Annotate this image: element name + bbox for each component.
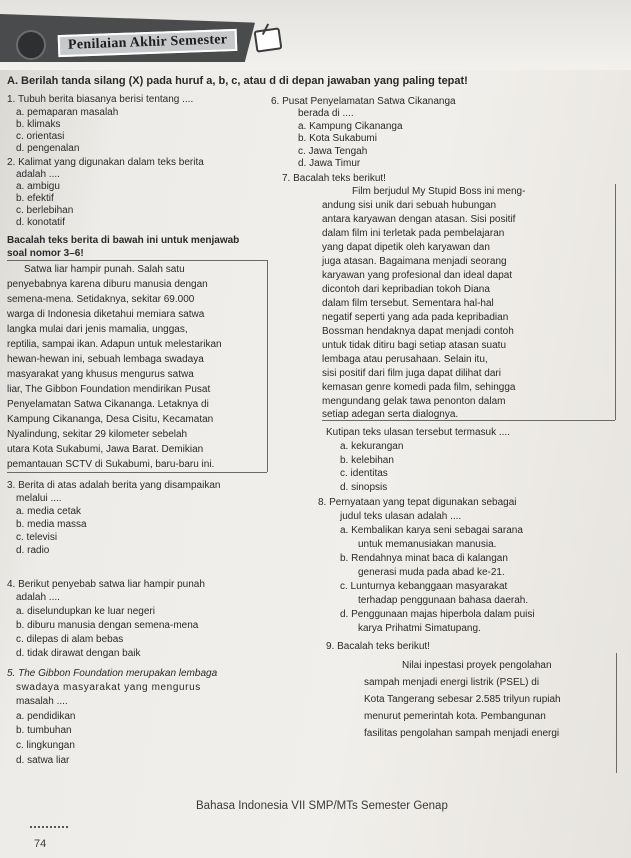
review-line: Film berjudul My Stupid Boss ini meng- [352,186,526,197]
passage-line: Kampung Cikananga, Desa Cisitu, Kecamatan [7,414,214,425]
q8-stem-line2: judul teks ulasan adalah .... [340,511,462,522]
passage-line: utara Kota Sukabumi, Jawa Barat. Demikian [7,444,204,455]
review-line: yang dapat dipetik oleh karyawan dan [322,242,490,253]
q1-option-d[interactable]: d. pengenalan [16,143,80,154]
q3-stem-line2: melalui .... [16,493,62,504]
passage-line: Penyelamatan Satwa Cikananga. Letaknya di [7,399,209,410]
q8-option-a[interactable]: a. Kembalikan karya seni sebagai sarana [340,525,523,536]
q7-option-a[interactable]: a. kekurangan [340,441,404,452]
review-line: setiap adegan serta dialognya. [322,409,459,420]
q9-passage-line: menurut pemerintah kota. Pembangunan [364,711,546,722]
passage-line: semena-mena. Setidaknya, sekitar 69.000 [7,294,195,305]
banner-circle-icon [16,30,46,60]
q7-stem: 7. Bacalah teks berikut! [282,173,386,184]
review-line: dalam film ini terletak pada pembelajaran [322,228,505,239]
review-line: kemasan genre komedi pada film, sehingga [322,382,516,393]
passage-line: hewan-hewan ini, sebuah lembaga swadaya [7,354,204,365]
q3-option-b[interactable]: b. media massa [16,519,87,530]
q8-option-b-cont: generasi muda pada abad ke-21. [358,567,505,578]
q8-option-c-cont: terhadap penggunaan bahasa daerah. [358,595,529,606]
q5-option-a[interactable]: a. pendidikan [16,711,76,722]
q5-stem-line1: 5. The Gibbon Foundation merupakan lembaga [7,668,218,679]
notepad-icon [254,27,283,52]
q4-option-c[interactable]: c. dilepas di alam bebas [16,634,124,645]
q8-stem-line1: 8. Pernyataan yang tepat digunakan sebagai [318,497,517,508]
passage-line: reptilia, sampai ikan. Adapun untuk melestarikan [7,339,222,350]
passage-line: pemantauan SCTV di Sukabumi, baru-baru ini. [7,459,215,470]
header-banner [0,0,631,70]
q2-stem-line2: adalah .... [16,169,60,180]
section-instruction: A. Berilah tanda silang (X) pada huruf a, b, c, atau d di depan jawaban yang paling tepat! [7,75,468,87]
q2-option-d[interactable]: d. konotatif [16,217,65,228]
q9-stem: 9. Bacalah teks berikut! [326,641,430,652]
q1-option-a[interactable]: a. pemaparan masalah [16,107,119,118]
q2-option-b[interactable]: b. efektif [16,193,54,204]
q7-question: Kutipan teks ulasan tersebut termasuk .... [326,427,510,438]
q6-stem-line1: 6. Pusat Penyelamatan Satwa Cikananga [271,96,456,107]
q3-option-d[interactable]: d. radio [16,545,50,556]
q8-option-c[interactable]: c. Lunturnya kebanggaan masyarakat [340,581,508,592]
page-title: Penilaian Akhir Semester [58,29,238,57]
q2-option-a[interactable]: a. ambigu [16,181,60,192]
review-line: andung sisi unik dari sebuah hubungan [322,200,497,211]
q6-option-a[interactable]: a. Kampung Cikananga [298,121,403,132]
page-number: 74 [34,838,47,850]
q4-option-d[interactable]: d. tidak dirawat dengan baik [16,648,141,659]
reading-intro-line2: soal nomor 3–6! [7,248,84,259]
q8-option-b[interactable]: b. Rendahnya minat baca di kalangan [340,553,508,564]
review-line: dicontoh dari kepribadian tokoh Diana [322,284,490,295]
q3-option-a[interactable]: a. media cetak [16,506,82,517]
q4-stem-line2: adalah .... [16,592,60,603]
q9-passage-line: Nilai inpestasi proyek pengolahan [402,660,552,671]
q7-option-d[interactable]: d. sinopsis [340,482,388,493]
reading-intro-line1: Bacalah teks berita di bawah ini untuk menjawab [7,235,240,246]
review-line: dalam film tersebut. Sementara hal-hal [322,298,494,309]
passage-bottom-rule [7,472,267,473]
q5-option-d[interactable]: d. satwa liar [16,755,70,766]
footer-subject: Bahasa Indonesia VII SMP/MTs Semester Genap [196,800,448,812]
q4-option-a[interactable]: a. diselundupkan ke luar negeri [16,606,155,617]
q7-option-c[interactable]: c. identitas [340,468,388,479]
q7-option-b[interactable]: b. kelebihan [340,455,394,466]
review-line: karyawan yang profesional dan ideal dapat [322,270,513,281]
passage-top-rule [7,260,267,261]
review-line: negatif seperti yang ada pada kepribadian [322,312,509,323]
q6-option-b[interactable]: b. Kota Sukabumi [298,133,377,144]
q3-stem-line1: 3. Berita di atas adalah berita yang disampaikan [7,480,221,491]
review-line: antara karyawan dengan atasan. Sisi positif [322,214,516,225]
review-box-bottom-rule [322,420,615,421]
review-line: juga atasan. Bagaimana menjadi seorang [322,256,507,267]
q6-stem-line2: berada di .... [298,108,354,119]
q5-stem-line3: masalah .... [16,696,68,707]
q5-stem-line2: swadaya masyarakat yang mengurus [16,682,201,693]
q9-passage-line: Kota Tangerang sebesar 2.585 trilyun rupiah [364,694,561,705]
q9-box-side-rule [616,653,617,773]
q8-option-d[interactable]: d. Penggunaan majas hiperbola dalam puisi [340,609,535,620]
q8-option-a-cont: untuk memanusiakan manusia. [358,539,497,550]
q4-option-b[interactable]: b. diburu manusia dengan semena-mena [16,620,199,631]
q6-option-d[interactable]: d. Jawa Timur [298,158,361,169]
q6-option-c[interactable]: c. Jawa Tengah [298,146,368,157]
passage-line: Satwa liar hampir punah. Salah satu [24,264,185,275]
review-line: Bossman hendaknya dapat menjadi contoh [322,326,514,337]
q5-option-b[interactable]: b. tumbuhan [16,725,72,736]
passage-line: masyarakat yang khusus mengurus satwa [7,369,194,380]
q3-option-c[interactable]: c. televisi [16,532,58,543]
passage-line: penyebabnya karena diburu manusia dengan [7,279,208,290]
q4-stem-line1: 4. Berikut penyebab satwa liar hampir punah [7,579,205,590]
q2-option-c[interactable]: c. berlebihan [16,205,74,216]
q9-passage-line: sampah menjadi energi listrik (PSEL) di [364,677,540,688]
q1-option-b[interactable]: b. klimaks [16,119,61,130]
review-line: mengundang gelak tawa penonton dalam [322,396,506,407]
q8-option-d-cont: karya Prihatmi Simatupang. [358,623,481,634]
review-box-side-rule [615,184,616,420]
q9-passage-line: fasilitas pengolahan sampah menjadi energi [364,728,560,739]
passage-line: liar, The Gibbon Foundation mendirikan Pusat [7,384,211,395]
q1-stem: 1. Tubuh berita biasanya berisi tentang .... [7,94,194,105]
review-line: untuk tidak ditiru bagi setiap atasan suatu [322,340,507,351]
review-line: sisi positif dari film juga dapat dilihat dari [322,368,501,379]
review-line: lembaga atau perusahaan. Selain itu, [322,354,488,365]
passage-line: Nyalindung, sekitar 29 kilometer sebelah [7,429,188,440]
passage-side-rule [267,260,268,472]
page-number-dots [30,826,68,836]
passage-line: langka mulai dari jenis mamalia, unggas, [7,324,188,335]
passage-line: warga di Indonesia diketahui memiara satwa [7,309,205,320]
q5-option-c[interactable]: c. lingkungan [16,740,75,751]
q1-option-c[interactable]: c. orientasi [16,131,65,142]
q2-stem-line1: 2. Kalimat yang digunakan dalam teks berita [7,157,204,168]
